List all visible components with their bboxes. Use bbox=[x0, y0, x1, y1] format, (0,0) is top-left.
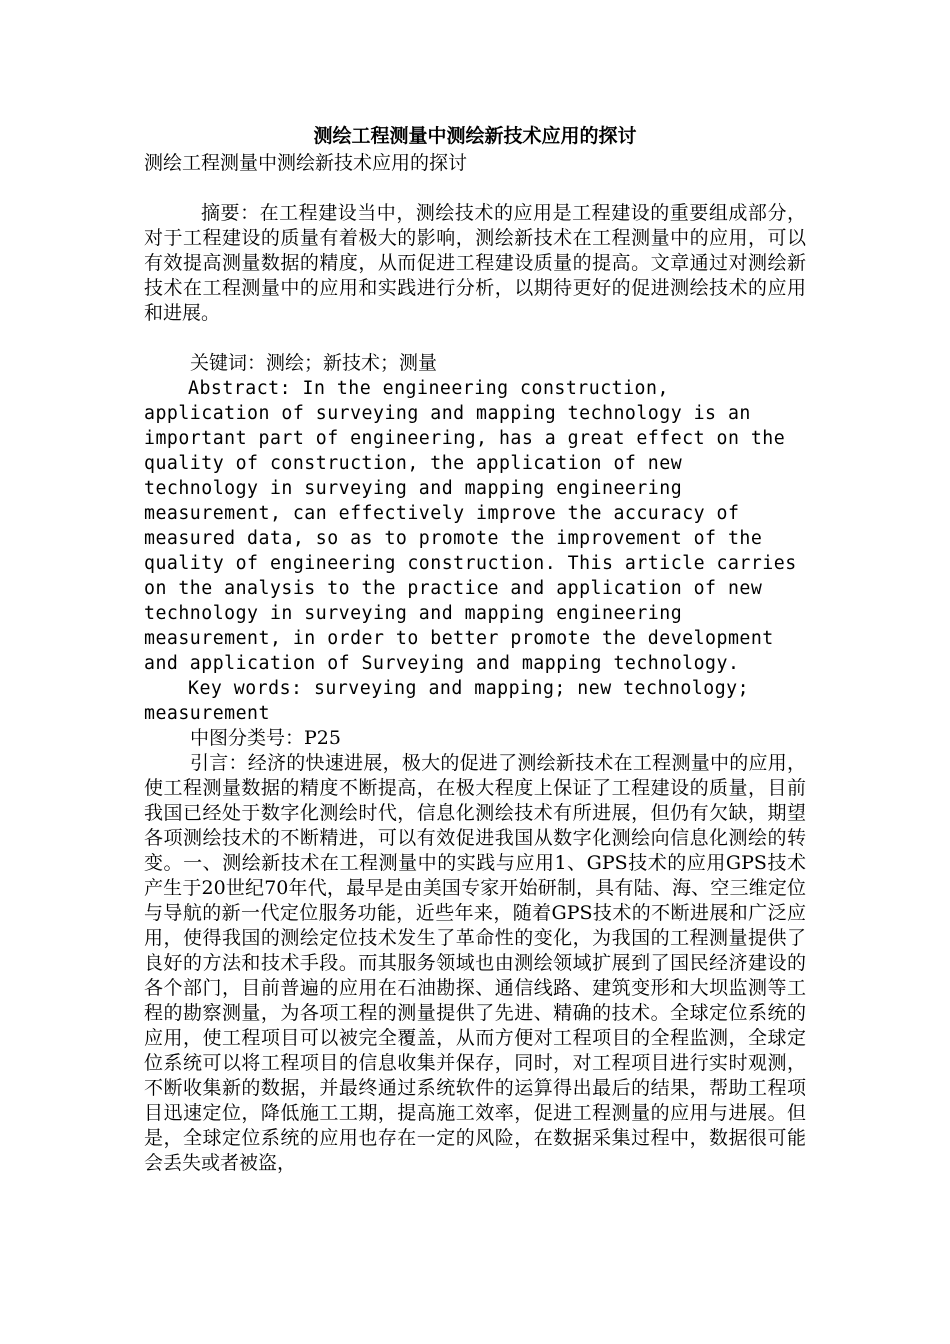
body-text: 引言：经济的快速进展，极大的促进了测绘新技术在工程测量中的应用，使工程测量数据的精度不断提高，在极大程度上保证了工程建设的质量，目前我国已经处于数字化测绘时代，信息化测绘技术有所进展，但仍有欠缺，期望各项测绘技术的不断精进，可以有效促进我国从数字化测绘向信息化测绘的转变。一、测绘新技术在工程测量中的实践与应用1、GPS技术的应用GPS技术产生于20世纪70年代，最早是由美国专家开始研制，具有陆、海、空三维定位与导航的新一代定位服务功能，近些年来，随着GPS技术的不断进展和广泛应用，使得我国的测绘定位技术发生了革命性的变化，为我国的工程测量提供了良好的方法和技术手段。而其服务领域也由测绘领域扩展到了国民经济建设的各个部门，目前普遍的应用在石油勘探、通信线路、建筑变形和大坝监测等工程的勘察测量，为各项工程的测量提供了先进、精确的技术。全球定位系统的应用，使工程项目可以被完全覆盖，从而方便对工程项目的全程监测，全球定位系统可以将工程项目的信息收集并保存，同时，对工程项目进行实时观测，不断收集新的数据，并最终通过系统软件的运算得出最后的结果，帮助工程项目迅速定位，降低施工工期，提高施工效率，促进工程测量的应用与进展。但是，全球定位系统的应用也存在一定的风险，在数据采集过程中，数据很可能会丢失或者被盗， bbox=[144, 752, 806, 1174]
keywords-chinese: 关键词：测绘；新技术；测量 bbox=[190, 352, 438, 374]
abstract-chinese: 摘要：在工程建设当中，测绘技术的应用是工程建设的重要组成部分，对于工程建设的质量有着极大的影响，测绘新技术在工程测量中的应用，可以有效提高测量数据的精度，从而促进工程建设质量的提高。文章通过对测绘新技术在工程测量中的应用和实践进行分析，以期待更好的促进测绘技术的应用和进展。 bbox=[144, 202, 806, 324]
spacer bbox=[144, 176, 806, 201]
spacer bbox=[144, 326, 806, 351]
document-subtitle: 测绘工程测量中测绘新技术应用的探讨 bbox=[144, 152, 468, 174]
classification-number: 中图分类号：P25 bbox=[190, 727, 341, 749]
text-column bbox=[144, 122, 806, 1176]
document-title: 测绘工程测量中测绘新技术应用的探讨 bbox=[313, 125, 637, 147]
keywords-english: Key words: surveying and mapping; new technology; measurement bbox=[144, 678, 750, 724]
abstract-english: Abstract: In the engineering construction, application of surveying and mapping technology is an important part of engineering, has a great effect on the quality of construction, the application of new technology in surveying and mapping engineering measurement, can effectively improve the accuracy of measured data, so as to promote the improvement of the quality of engineering construction. This article carries on the analysis to the practice and application of new technology in surveying and mapping engineering measurement, in order to better promote the development and application of Surveying and mapping technology. bbox=[144, 378, 797, 674]
